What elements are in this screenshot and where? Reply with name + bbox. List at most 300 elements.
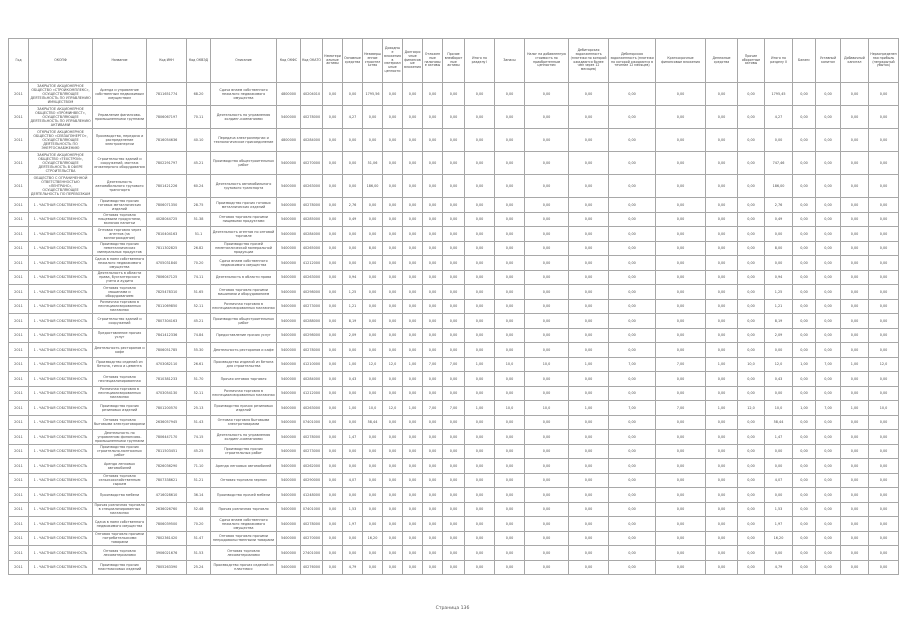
- table-cell-value: 0,00: [676, 376, 685, 381]
- table-cell-value: Оптовая торговля прочими непродовольственными товарами: [212, 534, 275, 543]
- table-cell: [343, 212, 363, 227]
- table-cell-value: 0,00: [717, 92, 726, 96]
- table-cell-value: 0,00: [824, 231, 832, 236]
- table-cell-value: 4716028610: [155, 492, 178, 497]
- table-cell-value: 0,00: [408, 333, 417, 338]
- table-cell-value: 0,00: [676, 565, 685, 570]
- table-cell-value: Производство мебели: [99, 492, 140, 497]
- table-cell-value: 0,00: [505, 115, 514, 119]
- table-cell: [738, 227, 765, 242]
- table-cell-value: 0,00: [824, 202, 832, 207]
- table-cell-value: 0,00: [542, 521, 551, 526]
- table-cell-value: 2011: [14, 405, 23, 410]
- table-cell-value: 0,00: [449, 217, 458, 222]
- table-cell-value: 0,00: [628, 202, 636, 207]
- table-cell-value: 0,43: [774, 376, 783, 381]
- table-cell: [656, 415, 706, 430]
- table-cell-value: 0,00: [676, 246, 685, 251]
- table-cell-value: 0,00: [676, 521, 685, 526]
- table-cell: [403, 175, 423, 198]
- table-cell-value: 0,00: [628, 304, 636, 309]
- table-cell: [706, 328, 738, 343]
- table-cell-value: Сдача внаем собственного нежилого недвижимого имущества: [219, 88, 268, 100]
- table-cell-value: 7826036290: [155, 463, 178, 468]
- table-cell: [147, 401, 187, 416]
- table-cell-value: 7806071350: [155, 202, 178, 207]
- table-cell: [738, 129, 765, 152]
- table-cell-value: 2011: [14, 202, 23, 207]
- column-header: [569, 39, 609, 83]
- table-cell-value: 0,00: [475, 289, 484, 294]
- table-cell-value: 0,00: [584, 318, 593, 323]
- table-cell-value: 0,00: [475, 231, 484, 236]
- table-cell-value: 0,00: [348, 161, 357, 165]
- table-cell-value: 0,00: [824, 492, 832, 497]
- table-cell: [363, 430, 383, 445]
- table-cell-value: 0,00: [628, 138, 636, 142]
- table-cell-value: 0,00: [676, 184, 685, 188]
- table-cell: [738, 83, 765, 106]
- table-cell: [569, 83, 609, 106]
- table-cell-value: 0,00: [505, 449, 514, 454]
- table-cell-value: 0,00: [368, 318, 377, 323]
- column-header-label: Баланс: [798, 57, 810, 62]
- table-cell-value: 0,00: [328, 536, 337, 541]
- table-cell: [443, 227, 465, 242]
- table-cell-value: 0,00: [774, 449, 783, 454]
- table-cell: [869, 415, 899, 430]
- table-cell-value: 2011: [14, 449, 23, 454]
- table-cell: [869, 473, 899, 488]
- table-cell: [816, 517, 841, 532]
- table-cell-value: 0,00: [717, 521, 726, 526]
- table-cell: [383, 444, 403, 459]
- table-cell: [841, 227, 869, 242]
- table-cell-value: 0,00: [388, 536, 397, 541]
- table-cell-value: 0,00: [368, 550, 377, 555]
- table-cell: [211, 459, 277, 474]
- table-row: [9, 198, 899, 213]
- table-cell-value: 0,00: [428, 478, 437, 483]
- table-cell: [609, 227, 656, 242]
- table-cell: [383, 343, 403, 358]
- table-cell-value: 0,00: [717, 376, 726, 381]
- table-cell: [609, 175, 656, 198]
- table-cell-value: 0,00: [584, 333, 593, 338]
- table-cell: [277, 560, 301, 575]
- table-cell-value: 0,00: [542, 275, 551, 280]
- table-cell-value: Деятельность в области права, бухгалтерского учета и аудита: [97, 271, 142, 284]
- table-cell: [609, 106, 656, 129]
- table-cell: [738, 488, 765, 503]
- table-cell: [403, 129, 423, 152]
- table-cell-value: 40278000: [302, 521, 321, 526]
- table-cell-value: 7,00: [428, 362, 437, 367]
- table-cell-value: 0,00: [505, 391, 514, 396]
- table-cell: [443, 517, 465, 532]
- table-cell: [495, 415, 525, 430]
- table-cell-value: 0,00: [388, 333, 397, 338]
- table-cell-value: 40263000: [302, 184, 321, 188]
- table-cell-value: 0,00: [800, 115, 808, 119]
- table-row: [9, 343, 899, 358]
- table-cell: [211, 212, 277, 227]
- table-cell-value: 0,00: [628, 217, 636, 222]
- table-cell: [869, 227, 899, 242]
- table-cell: [738, 517, 765, 532]
- table-cell: [93, 198, 147, 213]
- table-cell-value: 5400000: [280, 217, 297, 222]
- table-cell-value: 1 - ЧАСТНАЯ СОБСТВЕННОСТЬ: [33, 434, 88, 439]
- table-cell-value: 0,00: [408, 420, 417, 425]
- table-cell-value: 0,00: [388, 92, 397, 96]
- table-cell: [9, 459, 29, 474]
- table-cell-value: 0,00: [388, 231, 397, 236]
- table-cell-value: 0,00: [824, 565, 832, 570]
- table-cell: [423, 227, 443, 242]
- table-cell-value: 7811503451: [155, 449, 178, 454]
- table-cell: [706, 343, 738, 358]
- column-header-label: Нераспределенная прибыль (непокрытый убыток): [870, 51, 897, 68]
- table-cell-value: 51.47: [193, 536, 204, 541]
- column-header-label: Код ОКФС: [279, 57, 298, 62]
- table-cell-value: 0,00: [388, 376, 397, 381]
- table-cell-value: 0,00: [328, 478, 337, 483]
- table-cell-value: 0,00: [542, 536, 551, 541]
- table-cell-value: 0,00: [328, 333, 337, 338]
- table-cell-value: 5400000: [280, 161, 297, 165]
- column-header-label: Запасы: [503, 57, 516, 62]
- table-cell: [383, 241, 403, 256]
- table-cell: [656, 106, 706, 129]
- table-cell-value: Деятельность автомобильного грузового транспорта: [215, 182, 272, 190]
- table-cell: [465, 401, 495, 416]
- table-cell-value: 0,00: [850, 231, 859, 236]
- table-cell: [383, 459, 403, 474]
- table-cell: [443, 212, 465, 227]
- table-cell-value: 0,00: [850, 492, 859, 497]
- table-cell: [383, 212, 403, 227]
- table-cell-value: 0,00: [328, 492, 337, 497]
- table-cell: [495, 198, 525, 213]
- table-cell: [343, 459, 363, 474]
- table-cell-value: 0,49: [774, 217, 783, 222]
- table-cell-value: 40270000: [302, 161, 321, 165]
- column-header: [403, 39, 423, 83]
- table-cell: [9, 488, 29, 503]
- table-cell: [816, 531, 841, 546]
- table-cell: [383, 285, 403, 300]
- table-cell-value: 4,27: [348, 115, 357, 119]
- table-cell: [816, 459, 841, 474]
- table-cell-value: 0,00: [368, 138, 377, 142]
- table-cell-value: 1 - ЧАСТНАЯ СОБСТВЕННОСТЬ: [33, 275, 88, 280]
- table-cell: [301, 488, 323, 503]
- table-cell-value: 0,00: [505, 333, 514, 338]
- table-cell-value: 12,0: [879, 362, 888, 367]
- table-cell: [383, 372, 403, 387]
- column-header-label: Код ИНН: [159, 57, 174, 62]
- table-cell: [187, 256, 211, 271]
- table-cell-value: 40263000: [302, 275, 321, 280]
- table-cell-value: 4703082110: [155, 362, 178, 367]
- table-cell: [423, 357, 443, 372]
- table-cell: [793, 152, 816, 175]
- table-cell-value: 0,00: [584, 376, 593, 381]
- table-cell: [403, 328, 423, 343]
- table-cell-value: 0,00: [542, 161, 551, 165]
- table-cell-value: Оптовая торговля машинами и оборудованием: [103, 285, 136, 298]
- table-cell-value: 2011: [14, 184, 23, 188]
- table-cell-value: 0,00: [584, 246, 593, 251]
- table-cell: [869, 175, 899, 198]
- table-cell-value: 0,00: [542, 289, 551, 294]
- column-header: [147, 39, 187, 83]
- table-cell: [706, 386, 738, 401]
- table-cell-value: 0,00: [676, 92, 685, 96]
- table-cell-value: 0,00: [879, 217, 888, 222]
- table-cell: [29, 328, 93, 343]
- table-cell: [569, 546, 609, 561]
- table-cell-value: 0,00: [800, 202, 808, 207]
- table-cell-value: 0,00: [388, 449, 397, 454]
- table-cell-value: Оптовая торговля через агентов (за вознаграждение): [97, 227, 142, 240]
- column-header-label: Уставный капитал: [819, 55, 837, 64]
- table-cell-value: 1 - ЧАСТНАЯ СОБСТВЕННОСТЬ: [33, 231, 88, 236]
- column-header-label: Долгосрочные финансовые вложения: [404, 49, 421, 70]
- table-cell-value: 1 - ЧАСТНАЯ СОБСТВЕННОСТЬ: [33, 304, 88, 309]
- table-cell: [363, 372, 383, 387]
- table-cell: [363, 270, 383, 285]
- table-cell: [211, 517, 277, 532]
- table-cell: [423, 430, 443, 445]
- table-cell: [443, 83, 465, 106]
- table-cell: [706, 517, 738, 532]
- table-cell-value: 0,00: [628, 434, 636, 439]
- table-cell-value: 12,0: [388, 362, 397, 367]
- table-cell: [187, 444, 211, 459]
- table-cell-value: 0,00: [628, 565, 636, 570]
- table-cell-value: 0,00: [348, 492, 357, 497]
- table-cell-value: 0,00: [328, 217, 337, 222]
- table-cell: [29, 270, 93, 285]
- table-cell-value: 0,00: [717, 161, 726, 165]
- table-cell-value: 0,00: [774, 463, 783, 468]
- table-header: [9, 39, 899, 83]
- table-cell: [609, 372, 656, 387]
- table-cell-value: Производство изделий из бетона для строительства: [213, 360, 274, 369]
- table-cell-value: 0,00: [850, 318, 859, 323]
- table-cell: [656, 560, 706, 575]
- column-header: [738, 39, 765, 83]
- table-cell-value: 0,00: [676, 231, 685, 236]
- table-cell-value: 5400000: [280, 405, 297, 410]
- table-cell-value: Розничная торговля в неспециализированных магазинах: [98, 300, 141, 313]
- table-cell-value: 0,00: [850, 289, 859, 294]
- column-header: [301, 39, 323, 83]
- table-cell-value: 0,00: [800, 550, 808, 555]
- table-cell: [277, 256, 301, 271]
- table-cell-value: 0,00: [584, 92, 593, 96]
- table-cell: [277, 386, 301, 401]
- table-cell: [465, 415, 495, 430]
- column-header: [423, 39, 443, 83]
- table-cell-value: 0,00: [505, 463, 514, 468]
- table-cell-value: 0,00: [388, 420, 397, 425]
- table-cell: [277, 270, 301, 285]
- table-cell: [569, 372, 609, 387]
- table-cell: [423, 502, 443, 517]
- table-cell: [841, 198, 869, 213]
- table-cell-value: 0,00: [584, 347, 593, 352]
- table-cell-value: 41212000: [302, 391, 321, 396]
- table-cell: [383, 430, 403, 445]
- table-cell-value: 0,00: [800, 246, 808, 251]
- table-cell: [841, 241, 869, 256]
- table-cell: [738, 459, 765, 474]
- table-cell: [323, 343, 343, 358]
- table-cell: [569, 299, 609, 314]
- table-cell: [211, 106, 277, 129]
- table-cell: [609, 256, 656, 271]
- table-cell: [211, 175, 277, 198]
- table-cell-value: 1 - ЧАСТНАЯ СОБСТВЕННОСТЬ: [33, 318, 88, 323]
- table-cell: [609, 270, 656, 285]
- table-cell: [738, 502, 765, 517]
- table-cell: [301, 343, 323, 358]
- table-cell-value: 0,00: [584, 492, 593, 497]
- table-cell: [765, 299, 793, 314]
- table-cell: [93, 175, 147, 198]
- table-cell-value: 0,00: [717, 550, 726, 555]
- table-cell-value: 0,00: [717, 434, 726, 439]
- table-cell: [495, 343, 525, 358]
- table-cell: [211, 560, 277, 575]
- table-cell-value: 0,00: [408, 492, 417, 497]
- table-cell: [93, 444, 147, 459]
- table-row: [9, 444, 899, 459]
- table-cell: [869, 212, 899, 227]
- table-cell-value: Оптовая торговля пищевыми продуктами, включая напитки: [98, 213, 141, 226]
- table-cell: [93, 459, 147, 474]
- table-cell-value: 0,00: [879, 92, 888, 96]
- table-cell-value: 1,00: [800, 405, 808, 410]
- table-row: [9, 285, 899, 300]
- table-cell: [609, 285, 656, 300]
- table-cell-value: Розничная торговля в неспециализированных магазинах: [98, 387, 141, 400]
- table-cell: [609, 415, 656, 430]
- table-row: [9, 415, 899, 430]
- table-cell: [443, 357, 465, 372]
- table-cell: [383, 198, 403, 213]
- table-cell-value: 0,00: [408, 115, 417, 119]
- table-cell: [301, 357, 323, 372]
- table-cell: [465, 444, 495, 459]
- table-cell-value: 8,19: [774, 318, 783, 323]
- table-cell: [465, 531, 495, 546]
- table-cell: [706, 106, 738, 129]
- table-cell-value: 0,00: [676, 138, 685, 142]
- table-cell: [9, 299, 29, 314]
- column-header-label: Код ОКАТО: [302, 57, 321, 62]
- table-cell: [187, 198, 211, 213]
- table-cell: [277, 212, 301, 227]
- table-cell: [765, 357, 793, 372]
- table-cell: [869, 198, 899, 213]
- table-cell: [841, 502, 869, 517]
- table-cell-value: Производство, передача и распределение электроэнергии: [95, 134, 144, 146]
- table-cell: [343, 386, 363, 401]
- table-cell: [211, 299, 277, 314]
- column-header-label: Нематериальные активы: [324, 53, 341, 66]
- table-cell: [147, 83, 187, 106]
- table-cell: [738, 444, 765, 459]
- table-cell-value: 0,00: [850, 304, 859, 309]
- table-cell: [423, 560, 443, 575]
- table-cell-value: 60.24: [193, 184, 204, 188]
- table-cell: [465, 517, 495, 532]
- table-cell: [301, 372, 323, 387]
- table-cell: [277, 401, 301, 416]
- column-header: [465, 39, 495, 83]
- table-cell-value: 40262000: [302, 463, 321, 468]
- table-cell: [93, 256, 147, 271]
- table-cell: [569, 328, 609, 343]
- table-cell: [93, 241, 147, 256]
- table-cell-value: 0,00: [800, 260, 808, 265]
- table-cell-value: 0,00: [824, 289, 832, 294]
- table-cell-value: 1 - ЧАСТНАЯ СОБСТВЕННОСТЬ: [33, 478, 88, 483]
- table-cell-value: 41210000: [302, 362, 321, 367]
- column-header: [93, 39, 147, 83]
- table-cell: [147, 386, 187, 401]
- table-cell: [301, 83, 323, 106]
- table-cell: [656, 357, 706, 372]
- table-cell: [706, 227, 738, 242]
- table-cell: [706, 270, 738, 285]
- table-cell-value: 0,00: [850, 202, 859, 207]
- table-cell: [423, 343, 443, 358]
- table-cell: [147, 546, 187, 561]
- table-cell: [187, 212, 211, 227]
- table-cell: [706, 531, 738, 546]
- table-cell: [569, 401, 609, 416]
- table-cell-value: 0,00: [408, 434, 417, 439]
- table-cell: [495, 212, 525, 227]
- page-number: Страница 136: [435, 606, 470, 611]
- table-cell: [423, 198, 443, 213]
- table-cell: [443, 459, 465, 474]
- column-header: [211, 39, 277, 83]
- table-cell: [343, 175, 363, 198]
- table-cell: [323, 152, 343, 175]
- table-cell: [423, 401, 443, 416]
- table-cell-value: 0,00: [328, 391, 337, 396]
- table-cell: [363, 212, 383, 227]
- table-cell-value: 0,00: [408, 463, 417, 468]
- table-cell-value: 0,00: [428, 507, 437, 512]
- table-cell: [343, 198, 363, 213]
- table-cell-value: 0,00: [628, 318, 636, 323]
- table-cell: [765, 106, 793, 129]
- table-cell-value: 0,00: [747, 333, 755, 338]
- table-cell-value: 71.10: [193, 463, 204, 468]
- table-cell: [793, 430, 816, 445]
- table-row: [9, 546, 899, 561]
- table-cell-value: 0,00: [328, 289, 337, 294]
- table-cell-value: 0,00: [542, 333, 551, 338]
- table-cell-value: 0,00: [584, 138, 593, 142]
